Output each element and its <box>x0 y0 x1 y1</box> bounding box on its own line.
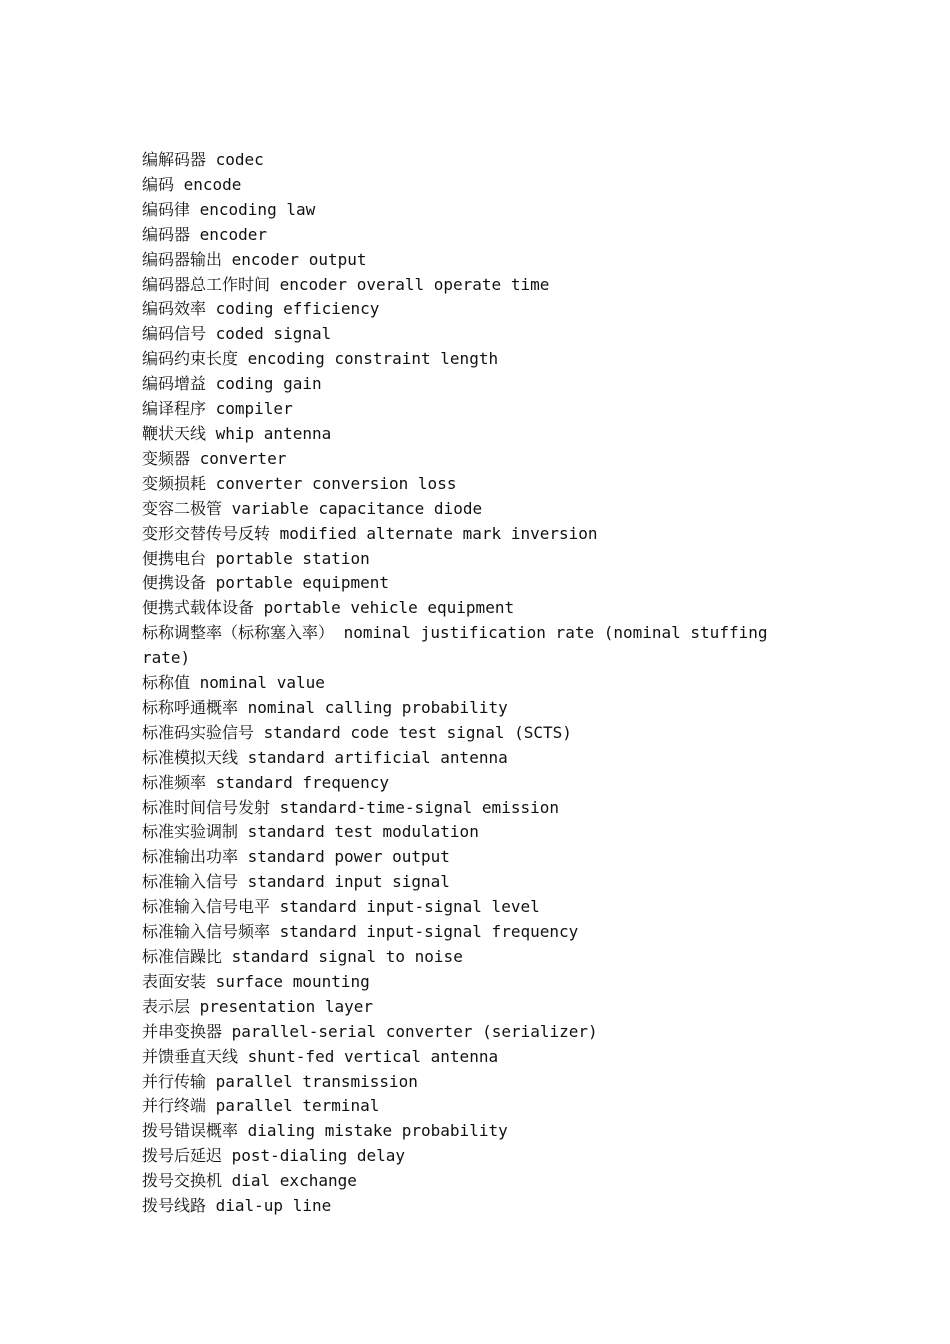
glossary-entry: 标称值 nominal value <box>142 673 325 693</box>
glossary-entry: 鞭状天线 whip antenna <box>142 423 332 443</box>
glossary-entry: 拨号交换机 dial exchange <box>142 1171 357 1191</box>
glossary-entry: 编码器输出 encoder output <box>142 249 367 269</box>
glossary-entry: 编码 encode <box>142 174 242 194</box>
glossary-entry: 拨号后延迟 post-dialing delay <box>142 1146 406 1166</box>
glossary-entry: 拨号错误概率 dialing mistake probability <box>142 1121 508 1141</box>
glossary-entry: 编译程序 compiler <box>142 399 293 419</box>
glossary-entry: 编码律 encoding law <box>142 199 316 219</box>
glossary-entry: 拨号线路 dial-up line <box>142 1196 332 1216</box>
glossary-entry: 标准码实验信号 standard code test signal (SCTS) <box>142 722 572 742</box>
glossary-entry: 表示层 presentation layer <box>142 996 374 1016</box>
glossary-entry: 标称呼通概率 nominal calling probability <box>142 697 508 717</box>
glossary-entry: 变形交替传号反转 modified alternate mark inversion <box>142 523 598 543</box>
glossary-entry: 标准输入信号电平 standard input-signal level <box>142 897 540 917</box>
glossary-entry: 标准模拟天线 standard artificial antenna <box>142 747 508 767</box>
glossary-entry: 标准输入信号频率 standard input-signal frequency <box>142 922 579 942</box>
glossary-entry: 编码器 encoder <box>142 224 268 244</box>
glossary-entry: 编解码器 codec <box>142 150 264 169</box>
glossary-entry: 并馈垂直天线 shunt-fed vertical antenna <box>142 1046 499 1066</box>
glossary-entry: 变容二极管 variable capacitance diode <box>142 498 483 518</box>
glossary-entry: 编码器总工作时间 encoder overall operate time <box>142 274 550 294</box>
glossary-entry: 编码增益 coding gain <box>142 374 322 394</box>
glossary-entry: 标称调整率（标称塞入率） nominal justification rate (nominal stuffing rate) <box>142 623 778 668</box>
glossary-entry: 编码信号 coded signal <box>142 324 332 344</box>
glossary-entry: 标准实验调制 standard test modulation <box>142 822 479 842</box>
glossary-entry: 标准时间信号发射 standard-time-signal emission <box>142 797 559 817</box>
glossary-entry: 变频器 converter <box>142 448 287 468</box>
glossary-entry: 便携电台 portable station <box>142 548 370 568</box>
glossary-entry: 变频损耗 converter conversion loss <box>142 473 457 493</box>
glossary-entry: 标准信躁比 standard signal to noise <box>142 947 463 966</box>
glossary-entry: 便携设备 portable equipment <box>142 573 390 593</box>
glossary-entry: 标准频率 standard frequency <box>142 772 390 792</box>
glossary-page <box>142 148 822 1219</box>
glossary-entry: 并行终端 parallel terminal <box>142 1096 380 1116</box>
glossary-entry: 表面安装 surface mounting <box>142 971 370 991</box>
glossary-entry: 编码效率 coding efficiency <box>142 299 380 319</box>
glossary-entry: 标准输出功率 standard power output <box>142 847 450 867</box>
glossary-entry: 编码约束长度 encoding constraint length <box>142 349 499 369</box>
glossary-entry: 并行传输 parallel transmission <box>142 1071 418 1091</box>
glossary-entry: 标准输入信号 standard input signal <box>142 872 450 892</box>
glossary-entry: 并串变换器 parallel-serial converter (serializer) <box>142 1021 598 1041</box>
glossary-entry: 便携式载体设备 portable vehicle equipment <box>142 598 515 618</box>
